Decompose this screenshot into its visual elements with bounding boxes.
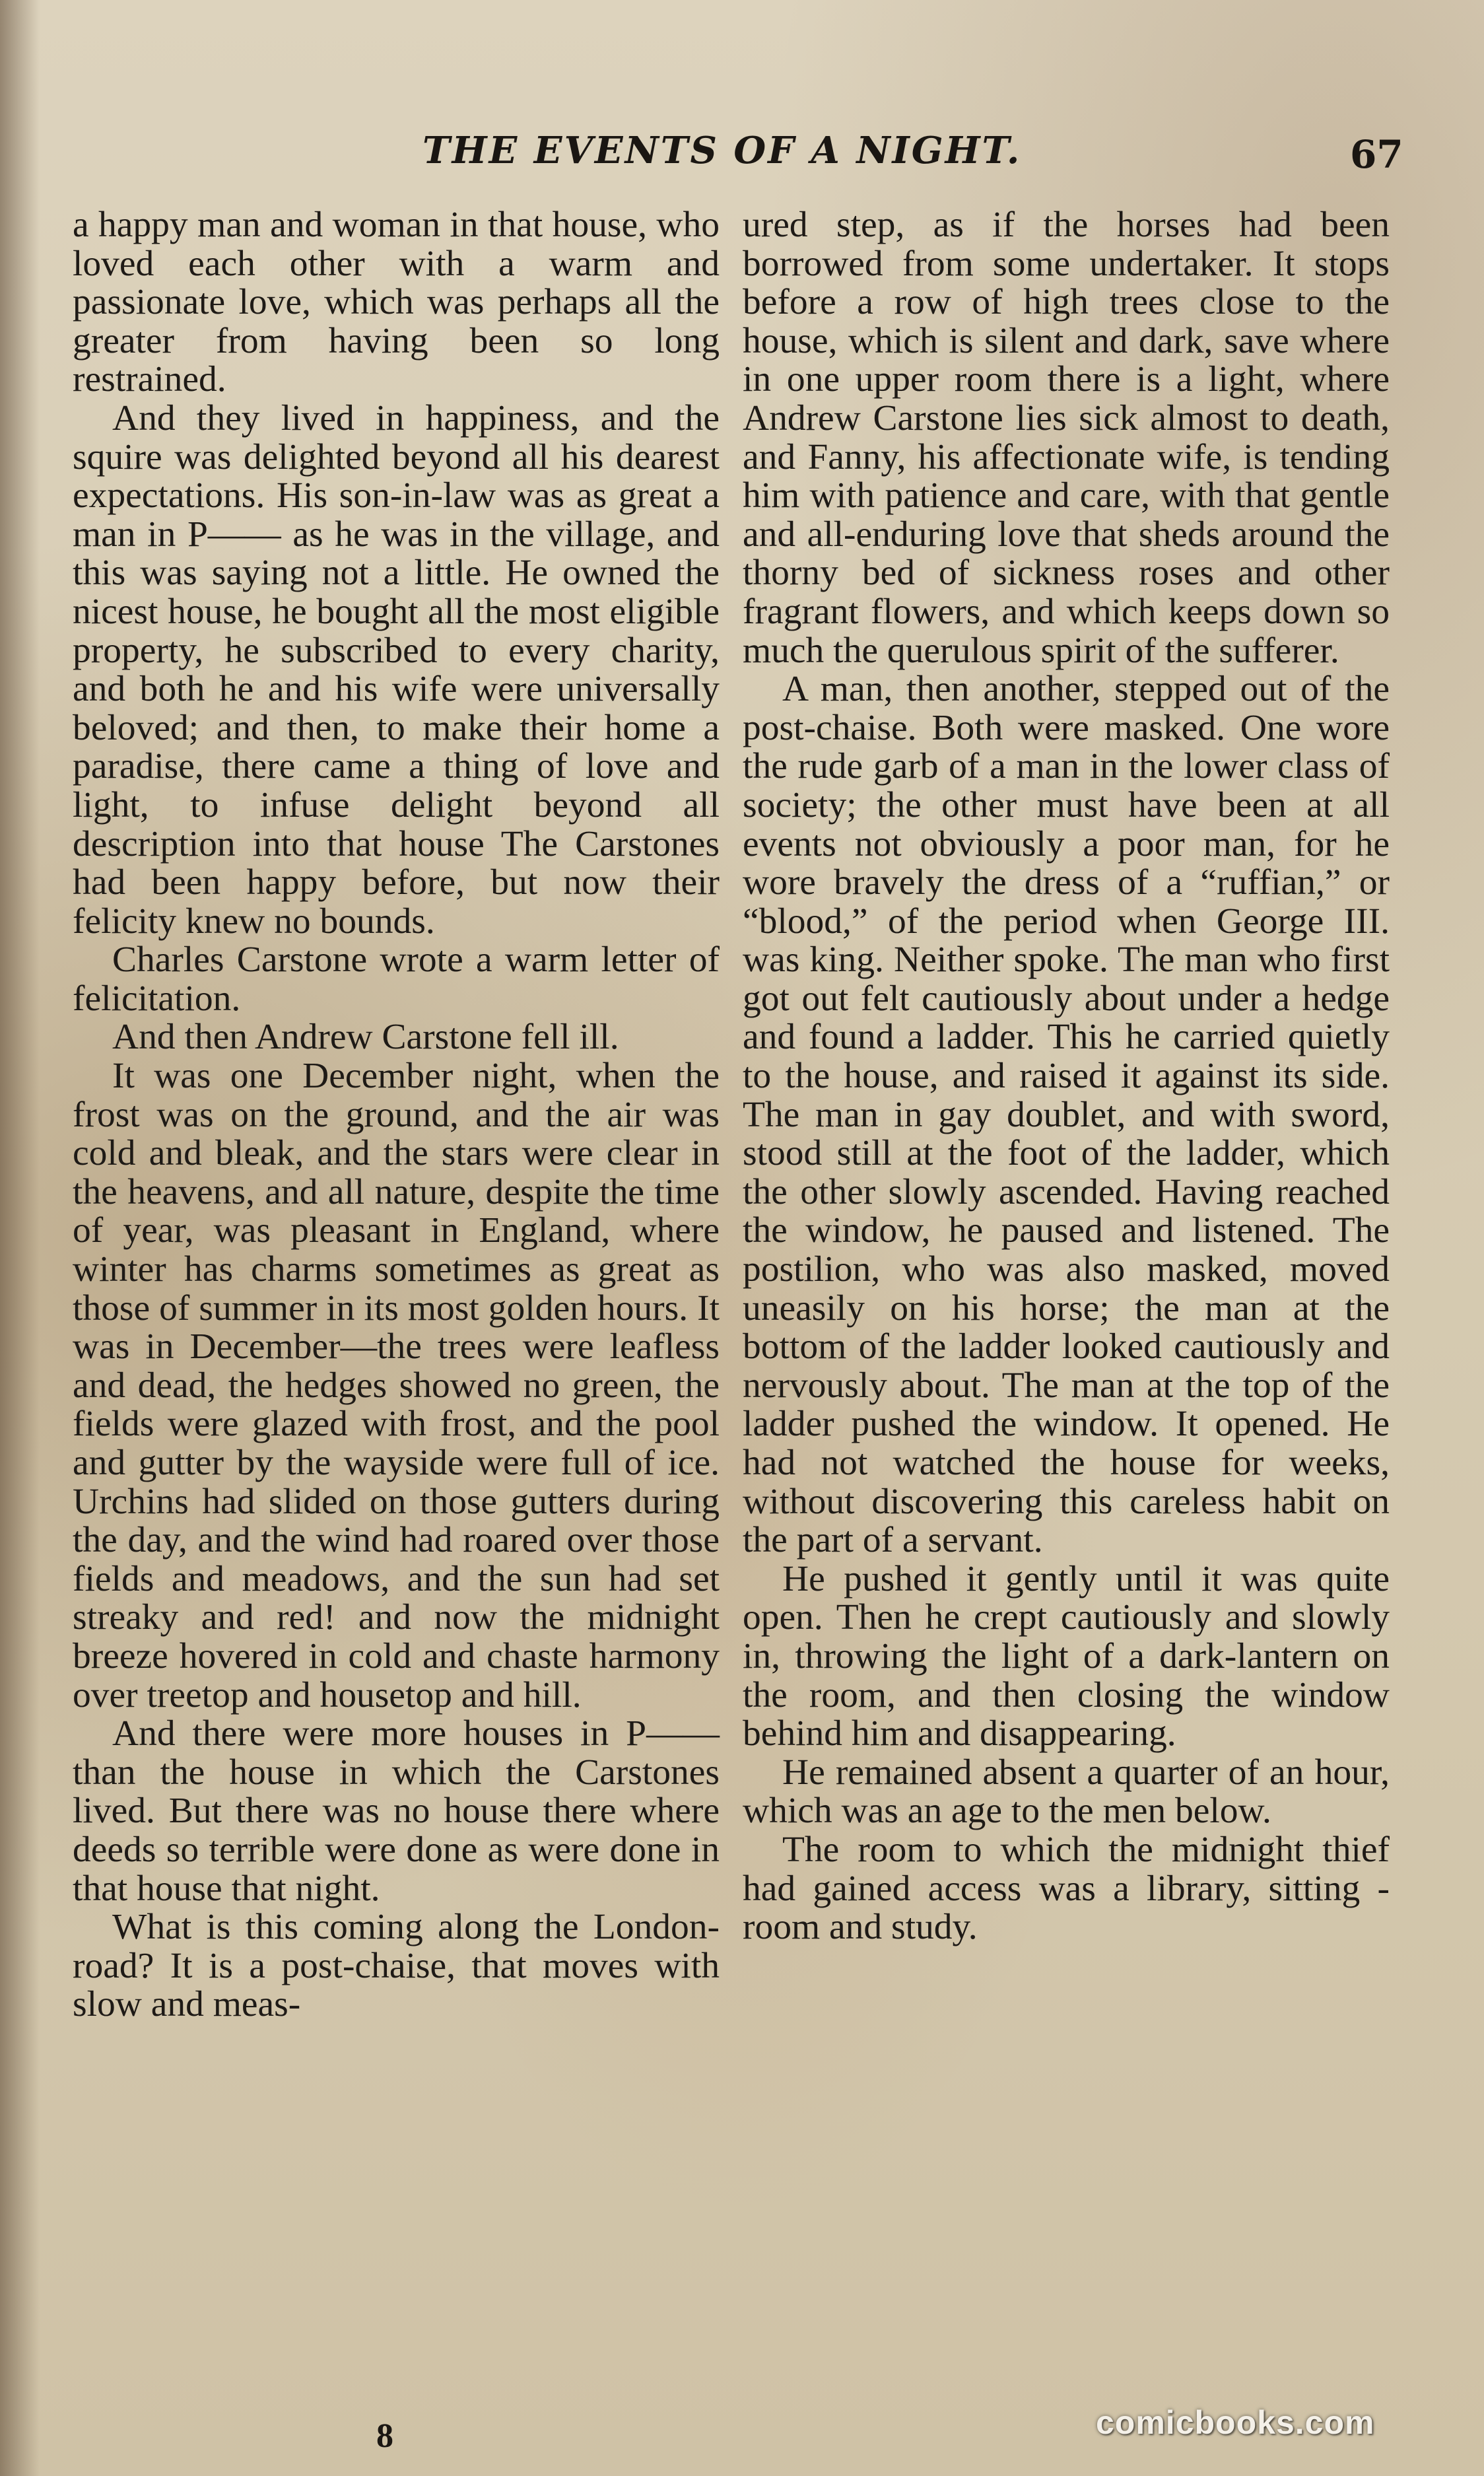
watermark: comicbooks.com — [1096, 2404, 1375, 2441]
right-column — [743, 206, 1390, 1947]
running-title: THE EVENTS OF A NIGHT. — [422, 129, 1022, 172]
left-column — [73, 206, 720, 2024]
paragraph: He pushed it gently until it was quite open. Then he crept cautiously and slowly in, throwing the light of a dark-lantern on the room, and then closing the window behind him and disappearing. — [743, 1558, 1390, 1754]
paragraph: Charles Carstone wrote a warm letter of felicitation. — [73, 940, 720, 1019]
paragraph: ured step, as if the horses had been borrowed from some undertaker. It stops before a row of high trees close to the house, which is silent and dark, save where in one upper room there is a light, where Andrew Carstone lies sick almost to death, and Fanny, his affectionate wife, is tending him with patience and care, with that gentle and all-enduring love that sheds around the thorny bed of sickness roses and other fragrant flowers, and which keeps down so much the querulous spirit of the sufferer. — [743, 205, 1390, 671]
page-gutter-shadow — [0, 0, 40, 2476]
paragraph: A man, then another, stepped out of the post-chaise. Both were masked. One wore the rude garb of a man in the lower class of society; the other must have been at all events not obviously a poor man, for he wore bravely the dress of a “ruffian,” or “blood,” of the period when George III. was king. Neither spoke. The man who first got out felt cautiously about under a hedge and found a ladder. This he carried quietly to the house, and raised it against its side. The man in gay doublet, and with sword, stood still at the foot of the ladder, which the other slowly ascended. Having reached the window, he paused and listened. The postilion, who was also masked, moved uneasily on his horse; the man at the bottom of the ladder looked cautiously and nervously about. The man at the top of the ladder pushed the window. It opened. He had not watched the house for weeks, without discovering this careless habit on the part of a servant. — [743, 669, 1390, 1561]
signature-mark: 8 — [376, 2417, 393, 2455]
paragraph: a happy man and woman in that house, who loved each other with a warm and passionate love, which was perhaps all the greater from having been so long restrained. — [73, 205, 720, 400]
paragraph: And then Andrew Carstone fell ill. — [112, 1017, 619, 1058]
paragraph: He remained absent a quarter of an hour, which was an age to the men below. — [743, 1752, 1390, 1832]
paragraph: And there were more houses in P—— than the house in which the Carstones lived. But there was no house there where deeds so terrible were done as were done in that house that night. — [73, 1713, 720, 1909]
paragraph: And they lived in happiness, and the squire was delighted beyond all his dearest expectations. His son-in-law was as great a man in P—— as he was in the village, and this was saying not a little. He owned the nicest house, he bought all the most eligible property, he subscribed to every charity, and both he and his wife were universally beloved; and then, to make their home a paradise, there came a thing of love and light, to infuse delight beyond all description into that house The Carstones had been happy before, but now their felicity knew no bounds. — [73, 397, 720, 942]
paragraph: It was one December night, when the frost was on the ground, and the air was cold and bleak, and the stars were clear in the heavens, and all nature, despite the time of year, was pleasant in England, where winter has charms sometimes as great as those of summer in its most golden hours. It was in December—the trees were leafless and dead, the hedges showed no green, the fields were glazed with frost, and the pool and gutter by the wayside were full of ice. Urchins had slided on those gutters during the day, and the wind had roared over those fields and meadows, and the sun had set streaky and red! and now the midnight breeze hovered in cold and chaste harmony over treetop and housetop and hill. — [73, 1056, 720, 1715]
paragraph: The room to which the midnight thief had gained access was a library, sitting - room and study. — [743, 1829, 1390, 1948]
page-number: 67 — [1350, 132, 1403, 177]
paragraph: What is this coming along the London-road? It is a post-chaise, that moves with slow and meas- — [73, 1907, 720, 2025]
